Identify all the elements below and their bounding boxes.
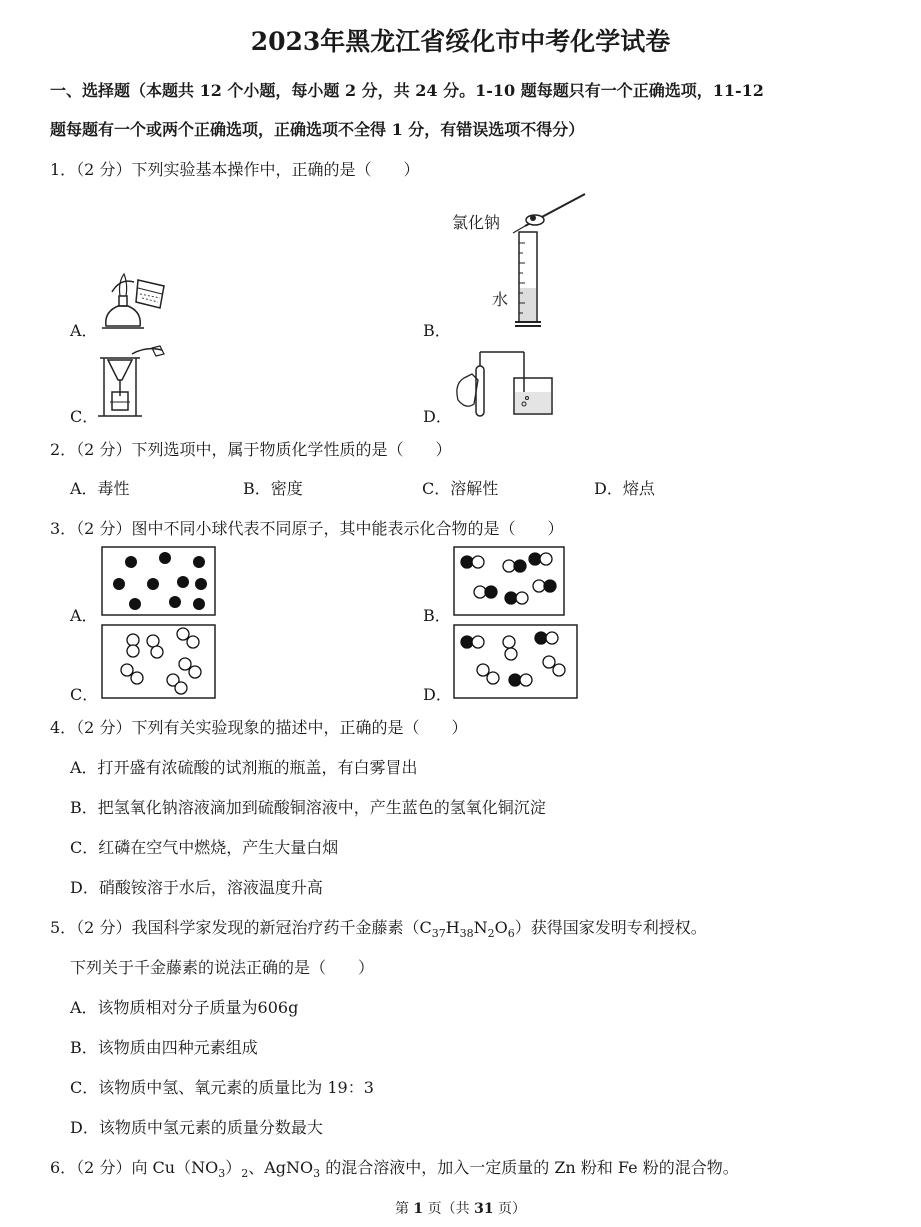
question-5-stem-line2: 下列关于千金藤素的说法正确的是（ ） — [70, 958, 375, 977]
gas-tightness-check-figure — [450, 344, 560, 420]
q1-option-b-label: B． — [423, 321, 451, 340]
water-label: 水 — [492, 290, 509, 309]
q3-option-a-label: A． — [70, 606, 98, 625]
graduated-cylinder-figure — [505, 188, 595, 336]
q3-option-d-label: D． — [423, 685, 452, 704]
question-2-stem: 2．（2 分）下列选项中，属于物质化学性质的是（ ） — [50, 440, 452, 459]
q5-option-a: A．该物质相对分子质量为606g — [70, 998, 299, 1017]
molecule-box-b — [453, 546, 565, 616]
q4-option-a: A．打开盛有浓硫酸的试剂瓶的瓶盖，有白雾冒出 — [70, 758, 418, 777]
filtration-figure — [96, 344, 170, 420]
section-header-line2: 题每题有一个或两个正确选项，正确选项不全得 1 分，有错误选项不得分） — [50, 120, 585, 139]
q5-option-c: C．该物质中氢、氧元素的质量比为 19：3 — [70, 1078, 374, 1097]
q2-option-b: B．密度 — [243, 479, 303, 498]
q5-option-b: B．该物质由四种元素组成 — [70, 1038, 258, 1057]
q4-option-b: B．把氢氧化钠溶液滴加到硫酸铜溶液中，产生蓝色的氢氧化铜沉淀 — [70, 798, 546, 817]
page-footer: 第 1 页（共 31 页） — [394, 1201, 527, 1217]
q2-option-a: A．毒性 — [70, 479, 130, 498]
q1-option-d-label: D． — [423, 407, 452, 426]
q3-option-c-label: C． — [70, 685, 99, 704]
q1-option-c-label: C． — [70, 407, 99, 426]
question-3-stem: 3．（2 分）图中不同小球代表不同原子，其中能表示化合物的是（ ） — [50, 519, 564, 538]
molecule-box-a — [101, 546, 216, 616]
question-6-stem: 6．（2 分）向 $Cu(NO_3)_2$、AgNO$_3$ 的混合溶液中，加入一定质量的 Zn 粉和 Fe 粉的混合物。 — [50, 1158, 739, 1181]
alcohol-lamp-figure — [98, 268, 170, 338]
section-header-line1: 一、选择题（本题共 12 个小题，每小题 2 分，共 24 分。1-10 题每题只有一个正确选项，11-12 — [50, 81, 764, 100]
question-4-stem: 4．（2 分）下列有关实验现象的描述中，正确的是（ ） — [50, 718, 468, 737]
formula: $C_{37}H_{38}N_2O_6$ — [419, 918, 515, 941]
molecule-box-c — [101, 624, 216, 699]
page-title: 2023年黑龙江省绥化市中考化学试卷 — [250, 27, 671, 56]
q4-option-c: C．红磷在空气中燃烧，产生大量白烟 — [70, 838, 339, 857]
q2-option-d: D．熔点 — [594, 479, 655, 498]
question-1-stem: 1．（2 分）下列实验基本操作中，正确的是（ ） — [50, 160, 420, 179]
molecule-box-d — [453, 624, 578, 699]
q3-option-b-label: B． — [423, 606, 451, 625]
q2-option-c: C．溶解性 — [422, 479, 499, 498]
question-5-stem: 5．（2 分）我国科学家发现的新冠治疗药千金藤素$(C_{37}H_{38}N_2O_6)$获得国家发明专利授权。 — [50, 918, 707, 941]
sodium-chloride-label: 氯化钠 — [452, 213, 501, 232]
q4-option-d: D．硝酸铵溶于水后，溶液温度升高 — [70, 878, 323, 897]
q1-option-a-label: A． — [70, 321, 98, 340]
q5-option-d: D．该物质中氢元素的质量分数最大 — [70, 1118, 323, 1137]
